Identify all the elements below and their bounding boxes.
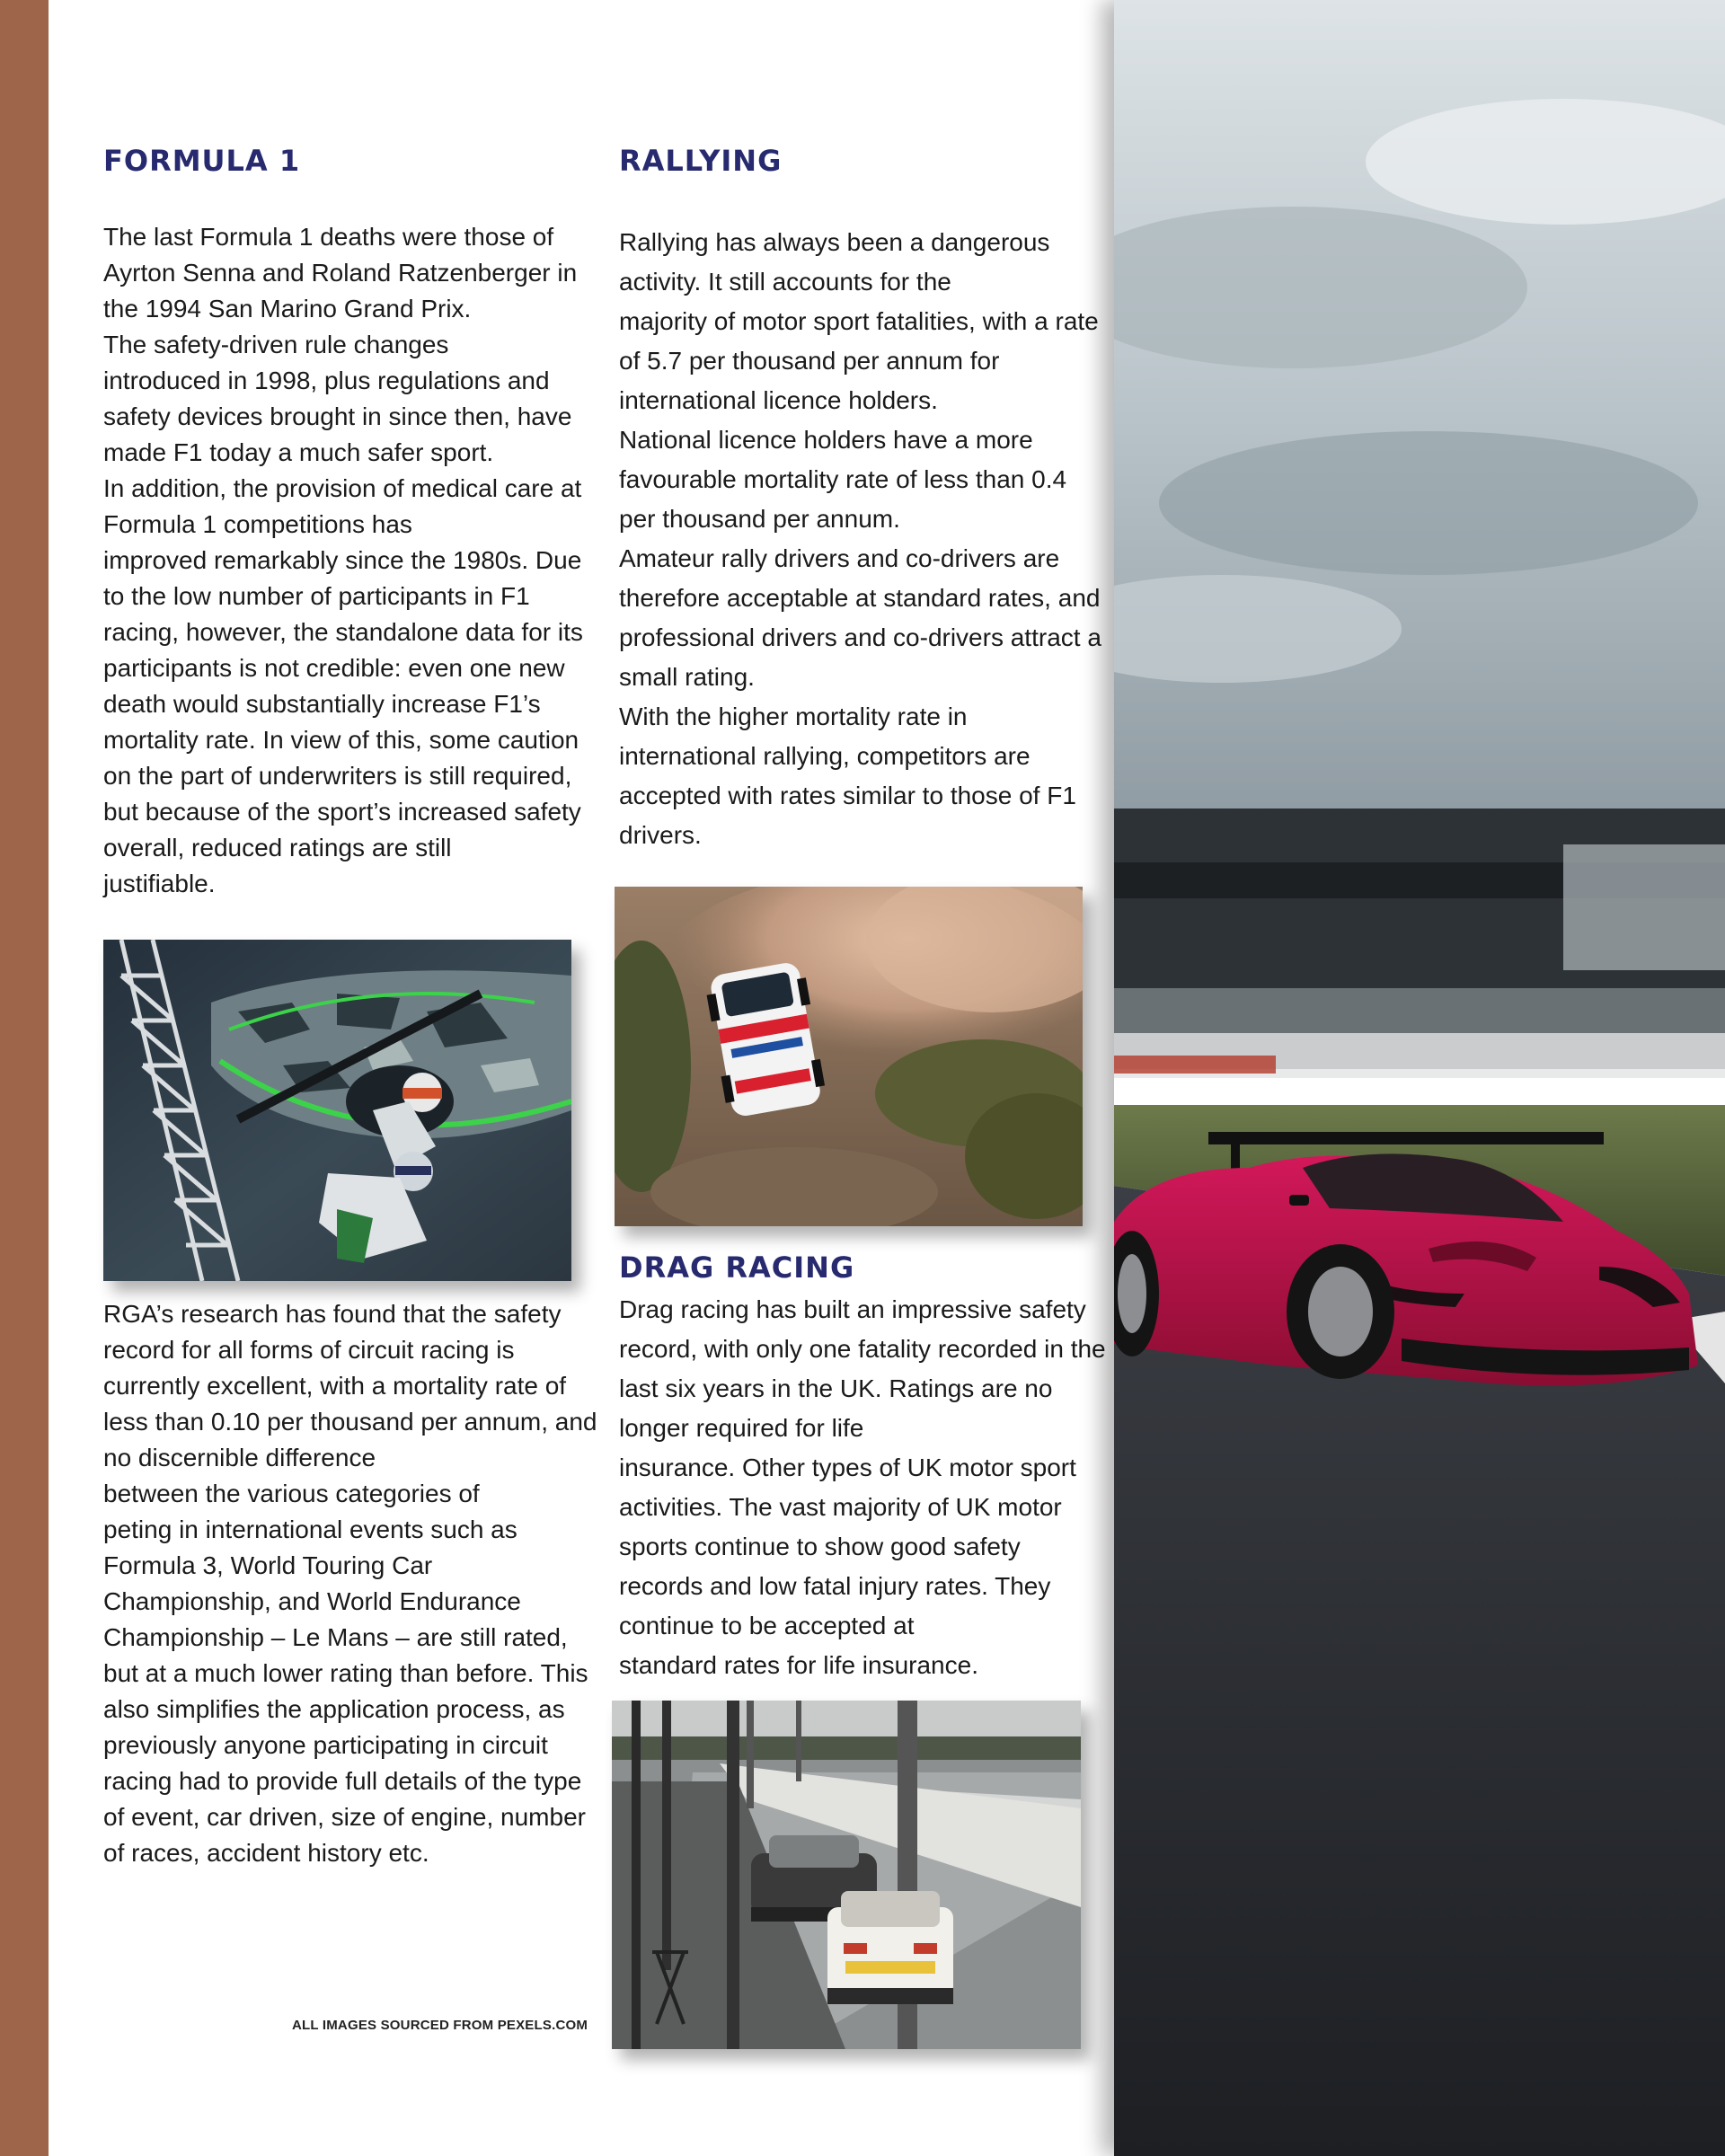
race-car-hero-photo xyxy=(1114,0,1725,2156)
rallying-heading: RALLYING xyxy=(619,144,783,178)
image-credit: ALL IMAGES SOURCED FROM PEXELS.COM xyxy=(292,2018,588,2033)
drag-racing-body: Drag racing has built an impressive safety record, with only one fatality recorded in the last six years in the UK. Ratings are no longer required for life insurance. Other types of UK motor sport activities. The vast majority of UK motor sports continue to show good safety records and low fatal injury rates. They continue to be accepted at standard rates for life insurance. xyxy=(619,1295,1106,1679)
formula1-heading: FORMULA 1 xyxy=(103,144,301,178)
formula1-body: The last Formula 1 deaths were those of Ayrton Senna and Roland Ratzenberger in the 1994 San Marino Grand Prix. The safety-driven rule changes introduced in 1998, plus regulations and safety devices brought in since then, have made F1 today a much safer sport. In addition, the provision of medical care at Formula 1 competitions has improved remarkably since the 1980s. Due to the low number of participants in F1 racing, however, the standalone data for its participants is not credible: even one new death would substantially increase F1’s mortality rate. In view of this, some caution on the part of underwriters is still required, but because of the sport’s increased safety overall, reduced ratings are still justifiable. xyxy=(103,223,583,897)
left-accent-bar xyxy=(0,0,49,2156)
rally-car-photo xyxy=(615,887,1083,1226)
rallying-body: Rallying has always been a dangerous activity. It still accounts for the majority of motor sport fatalities, with a rate of 5.7 per thousand per annum for international licence holders. National licence holders have a more favourable mortality rate of less than 0.4 per thousand per annum. Amateur rally drivers and co-drivers are therefore acceptable at standard rates, and professional drivers and co-drivers attract a small rating. With the higher mortality rate in international rallying, competitors are accepted with rates similar to those of F1 drivers. xyxy=(619,228,1101,849)
drag-racing-heading: DRAG RACING xyxy=(619,1250,855,1285)
pit-stop-photo xyxy=(103,940,571,1281)
drag-strip-photo xyxy=(612,1701,1081,2049)
circuit-racing-body: RGA’s research has found that the safety record for all forms of circuit racing is currently excellent, with a mortality rate of less than 0.10 per thousand per annum, and no discernible difference between the various categories of peting in international events such as Formula 3, World Touring Car Championship, and World Endurance Championship – Le Mans – are still rated, but at a much lower rating than before. This also simplifies the application process, as previously anyone participating in circuit racing had to provide full details of the type of event, car driven, size of engine, number of races, accident history etc. xyxy=(103,1300,597,1867)
